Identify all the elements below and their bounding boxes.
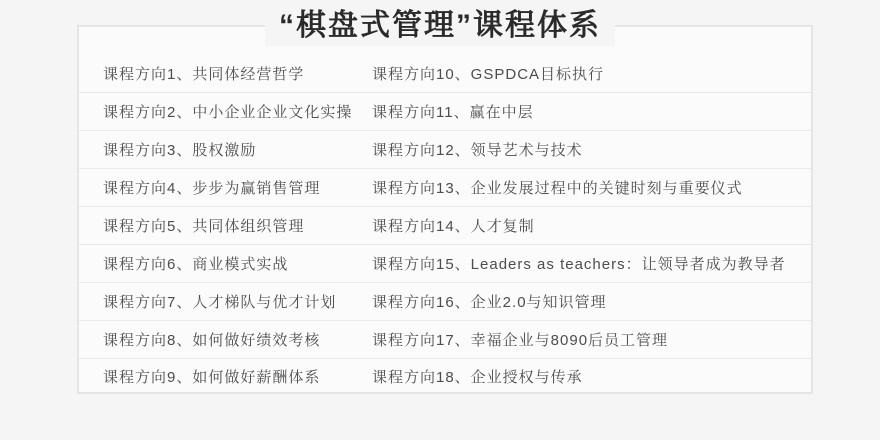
course-item-18: 课程方向18、企业授权与传承 <box>372 368 583 386</box>
table-row <box>79 207 811 245</box>
table-row <box>79 131 811 169</box>
course-item-11: 课程方向11、赢在中层 <box>372 104 534 121</box>
table-row <box>79 245 811 283</box>
table-row <box>79 359 811 393</box>
course-item-6: 课程方向6、商业模式实战 <box>103 256 289 273</box>
course-item-1: 课程方向1、共同体经营哲学 <box>103 66 305 83</box>
course-item-13: 课程方向13、企业发展过程中的关键时刻与重要仪式 <box>372 180 743 197</box>
course-item-2: 课程方向2、中小企业企业文化实操 <box>103 104 353 121</box>
course-item-7: 课程方向7、人才梯队与优才计划 <box>103 294 337 311</box>
course-table <box>77 25 813 394</box>
table-row <box>79 169 811 207</box>
course-item-14: 课程方向14、人才复制 <box>372 218 535 235</box>
table-row <box>79 283 811 321</box>
course-item-17: 课程方向17、幸福企业与8090后员工管理 <box>372 332 669 349</box>
table-row <box>79 55 811 93</box>
course-item-3: 课程方向3、股权激励 <box>103 142 257 159</box>
course-item-4: 课程方向4、步步为赢销售管理 <box>103 180 321 197</box>
course-item-10: 课程方向10、GSPDCA目标执行 <box>372 66 605 83</box>
course-item-12: 课程方向12、领导艺术与技术 <box>372 142 583 159</box>
course-item-9: 课程方向9、如何做好薪酬体系 <box>103 368 321 386</box>
course-item-8: 课程方向8、如何做好绩效考核 <box>103 332 321 349</box>
course-item-5: 课程方向5、共同体组织管理 <box>103 218 305 235</box>
table-row <box>79 93 811 131</box>
page-title: “棋盘式管理”课程体系 <box>265 6 615 46</box>
course-item-16: 课程方向16、企业2.0与知识管理 <box>372 294 607 311</box>
course-item-15: 课程方向15、Leaders as teachers：让领导者成为教导者 <box>372 256 786 273</box>
table-row <box>79 321 811 359</box>
